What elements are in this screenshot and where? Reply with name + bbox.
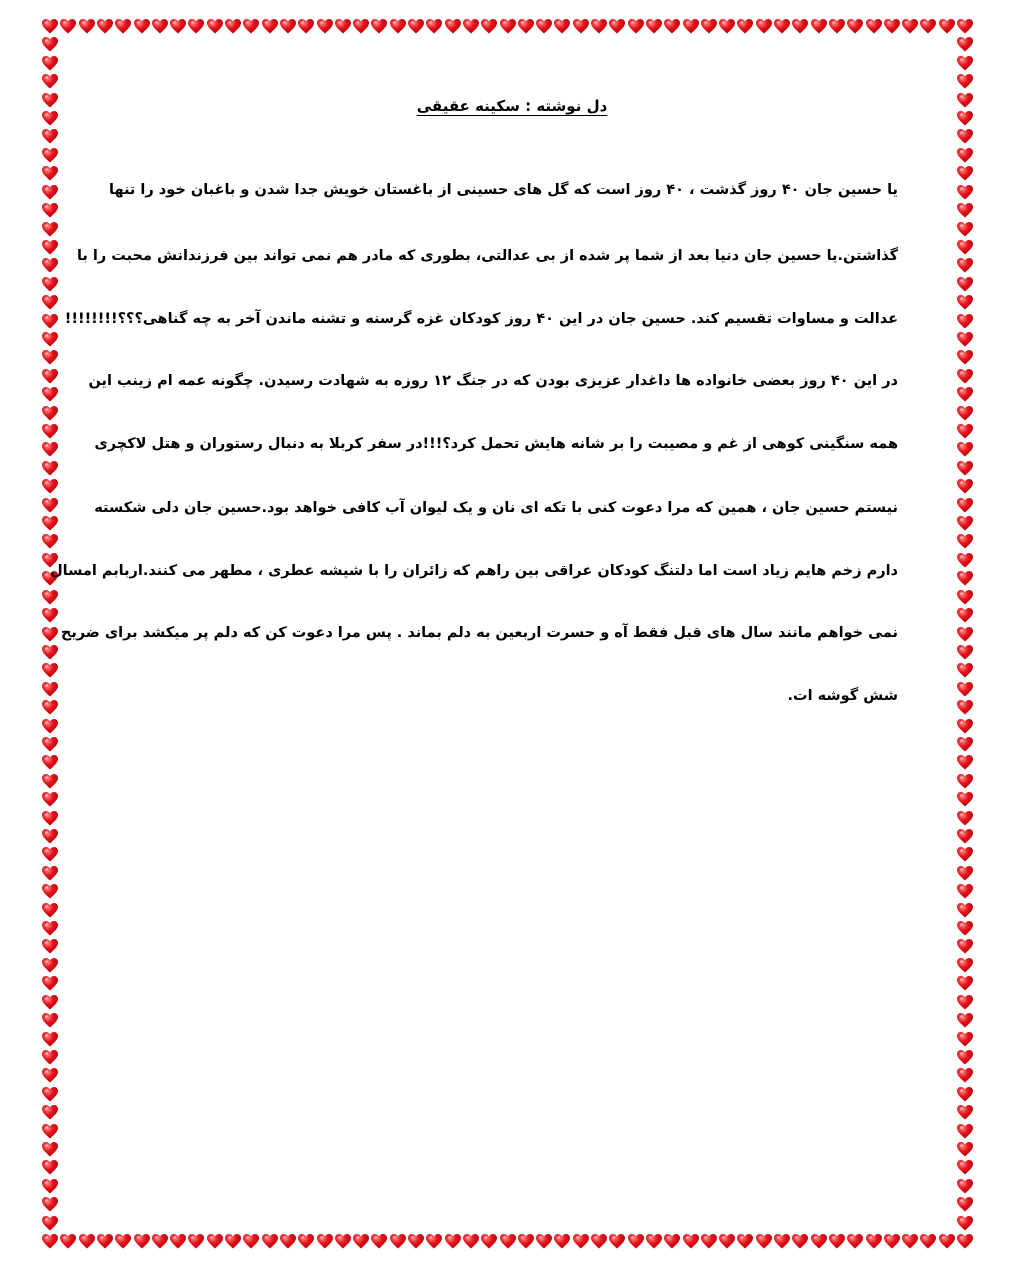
heart-icon — [225, 1234, 241, 1249]
heart-icon — [42, 424, 58, 439]
heart-icon — [957, 792, 973, 807]
heart-icon — [79, 19, 95, 34]
heart-icon — [756, 19, 772, 34]
heart-icon — [957, 1068, 973, 1083]
heart-icon — [408, 19, 424, 34]
heart-icon — [42, 479, 58, 494]
heart-icon — [536, 19, 552, 34]
heart-icon — [701, 1234, 717, 1249]
heart-icon — [957, 553, 973, 568]
heart-icon — [774, 19, 790, 34]
heart-icon — [957, 1124, 973, 1139]
heart-icon — [97, 19, 113, 34]
heart-icon — [42, 461, 58, 476]
heart-icon — [957, 1197, 973, 1212]
heart-icon — [847, 19, 863, 34]
heart-icon — [591, 19, 607, 34]
heart-icon — [957, 829, 973, 844]
heart-icon — [390, 19, 406, 34]
heart-icon — [957, 847, 973, 862]
heart-icon — [42, 958, 58, 973]
heart-icon — [42, 774, 58, 789]
heart-icon — [42, 792, 58, 807]
text-line-1: یا حسین جان ۴۰ روز گذشت ، ۴۰ روز است که گل های حسینی از باغستان خویش جدا شدن و باغبان خود را تنها — [109, 182, 898, 198]
heart-icon — [957, 479, 973, 494]
heart-icon — [957, 203, 973, 218]
heart-icon — [957, 939, 973, 954]
text-line-5: همه سنگینی کوهی از غم و مصیبت را بر شانه هایش تحمل کرد؟!!!در سفر کربلا به دنبال رستوران و هتل لاکچری — [94, 436, 898, 452]
heart-icon — [42, 608, 58, 623]
heart-icon — [280, 1234, 296, 1249]
heart-icon — [554, 1234, 570, 1249]
heart-icon — [42, 995, 58, 1010]
heart-icon — [445, 1234, 461, 1249]
text-line-6: نیستم حسین جان ، همین که مرا دعوت کنی با تکه ای نان و یک لیوان آب کافی خواهد بود.حسین جان دلی شکسته — [94, 500, 898, 516]
heart-icon — [957, 958, 973, 973]
heart-icon — [573, 19, 589, 34]
heart-icon — [957, 719, 973, 734]
heart-icon — [426, 19, 442, 34]
heart-icon — [609, 19, 625, 34]
heart-icon — [957, 700, 973, 715]
heart-icon — [42, 939, 58, 954]
heart-icon — [42, 498, 58, 513]
heart-icon — [371, 1234, 387, 1249]
heart-icon — [628, 19, 644, 34]
heart-icon — [42, 166, 58, 181]
heart-icon — [42, 350, 58, 365]
heart-icon — [573, 1234, 589, 1249]
heart-icon — [554, 19, 570, 34]
heart-icon — [957, 19, 973, 34]
heart-icon — [500, 19, 516, 34]
heart-icon — [957, 645, 973, 660]
text-line-9: شش گوشه ات. — [787, 688, 898, 704]
heart-icon — [42, 185, 58, 200]
heart-icon — [371, 19, 387, 34]
heart-icon — [957, 534, 973, 549]
heart-icon — [957, 1142, 973, 1157]
heart-icon — [42, 1050, 58, 1065]
heart-icon — [426, 1234, 442, 1249]
heart-icon — [481, 1234, 497, 1249]
heart-icon — [42, 1124, 58, 1139]
heart-icon — [866, 1234, 882, 1249]
heart-icon — [42, 700, 58, 715]
heart-icon — [42, 976, 58, 991]
heart-icon — [42, 442, 58, 457]
heart-icon — [42, 737, 58, 752]
heart-icon — [811, 19, 827, 34]
heart-icon — [170, 1234, 186, 1249]
text-line-2: گذاشتن.یا حسین جان دنیا بعد از شما پر شده از بی عدالتی، بطوری که مادر هم نمی تواند بین فرزندانش محبت را با — [76, 248, 898, 264]
heart-icon — [957, 903, 973, 918]
heart-icon — [756, 1234, 772, 1249]
heart-icon — [957, 884, 973, 899]
heart-icon — [42, 534, 58, 549]
heart-icon — [957, 56, 973, 71]
heart-icon — [42, 56, 58, 71]
heart-icon — [957, 1032, 973, 1047]
heart-icon — [646, 1234, 662, 1249]
document-title: دل نوشته : سکینه عقیقی — [416, 97, 608, 115]
heart-icon — [317, 1234, 333, 1249]
heart-icon — [408, 1234, 424, 1249]
heart-icon — [518, 1234, 534, 1249]
heart-icon — [609, 1234, 625, 1249]
heart-icon — [42, 663, 58, 678]
heart-icon — [42, 148, 58, 163]
heart-icon — [42, 332, 58, 347]
heart-icon — [42, 19, 58, 34]
heart-icon — [42, 203, 58, 218]
document-title-row — [0, 96, 1014, 136]
heart-icon — [42, 258, 58, 273]
heart-icon — [737, 19, 753, 34]
heart-icon — [957, 461, 973, 476]
heart-icon — [463, 19, 479, 34]
heart-icon — [353, 19, 369, 34]
text-line-8: نمی خواهم مانند سال های قبل فقط آه و حسرت اربعین به دلم بماند . پس مرا دعوت کن که دلم پر میکشد برای ضریح — [60, 625, 898, 641]
heart-icon — [884, 1234, 900, 1249]
heart-icon — [957, 737, 973, 752]
heart-icon — [42, 811, 58, 826]
heart-icon — [42, 387, 58, 402]
heart-icon — [957, 811, 973, 826]
heart-icon — [170, 19, 186, 34]
heart-icon — [957, 1160, 973, 1175]
heart-icon — [280, 19, 296, 34]
heart-icon — [683, 1234, 699, 1249]
heart-icon — [188, 19, 204, 34]
heart-icon — [42, 645, 58, 660]
heart-icon — [42, 1179, 58, 1194]
heart-icon — [957, 314, 973, 329]
heart-icon — [957, 866, 973, 881]
heart-icon — [957, 774, 973, 789]
heart-icon — [683, 19, 699, 34]
heart-icon — [957, 1216, 973, 1231]
heart-icon — [957, 995, 973, 1010]
heart-icon — [920, 19, 936, 34]
heart-icon — [60, 1234, 76, 1249]
heart-icon — [42, 829, 58, 844]
heart-icon — [207, 19, 223, 34]
heart-icon — [957, 663, 973, 678]
heart-icon — [42, 277, 58, 292]
heart-icon — [957, 424, 973, 439]
heart-icon — [536, 1234, 552, 1249]
heart-icon — [957, 442, 973, 457]
heart-icon — [957, 627, 973, 642]
heart-icon — [957, 755, 973, 770]
heart-icon — [957, 166, 973, 181]
heart-icon — [719, 19, 735, 34]
heart-icon — [957, 1013, 973, 1028]
heart-icon — [152, 1234, 168, 1249]
text-line-4: در این ۴۰ روز بعضی خانواده ها داغدار عزیزی بودن که در جنگ ۱۲ روزه به شهادت رسیدن. چگونه عمه ام زینب این — [88, 373, 898, 389]
heart-icon — [225, 19, 241, 34]
heart-icon — [42, 682, 58, 697]
heart-icon — [298, 1234, 314, 1249]
heart-icon — [866, 19, 882, 34]
heart-icon — [42, 314, 58, 329]
heart-icon — [60, 19, 76, 34]
heart-icon — [353, 1234, 369, 1249]
heart-icon — [42, 719, 58, 734]
heart-icon — [902, 1234, 918, 1249]
heart-icon — [42, 369, 58, 384]
heart-icon — [42, 847, 58, 862]
heart-icon — [42, 37, 58, 52]
heart-icon — [939, 19, 955, 34]
heart-icon — [957, 240, 973, 255]
heart-icon — [957, 350, 973, 365]
heart-icon — [317, 19, 333, 34]
heart-icon — [500, 1234, 516, 1249]
heart-icon — [939, 1234, 955, 1249]
heart-icon — [829, 1234, 845, 1249]
heart-icon — [957, 387, 973, 402]
heart-icon — [335, 1234, 351, 1249]
heart-icon — [42, 627, 58, 642]
heart-icon — [957, 222, 973, 237]
heart-icon — [811, 1234, 827, 1249]
text-line-7: دارم زخم هایم زیاد است اما دلتنگ کودکان عراقی بین راهم که زائران را با شیشه عطری ، مطهر می کنند.اربابم امسال — [50, 563, 898, 579]
heart-icon — [902, 19, 918, 34]
heart-icon — [664, 1234, 680, 1249]
heart-icon — [42, 1197, 58, 1212]
heart-icon — [243, 1234, 259, 1249]
heart-icon — [957, 516, 973, 531]
heart-icon — [42, 1234, 58, 1249]
heart-icon — [628, 1234, 644, 1249]
heart-icon — [42, 1105, 58, 1120]
heart-icon — [884, 19, 900, 34]
heart-icon — [188, 1234, 204, 1249]
heart-icon — [957, 406, 973, 421]
heart-icon — [957, 1105, 973, 1120]
heart-icon — [42, 1142, 58, 1157]
text-line-3: عدالت و مساوات تقسیم کند. حسین جان در این ۴۰ روز کودکان غزه گرسنه و تشنه ماندن آخر به چه گناهی؟؟؟!!!!!!!! — [64, 311, 898, 327]
heart-icon — [920, 1234, 936, 1249]
heart-icon — [664, 19, 680, 34]
heart-icon — [829, 19, 845, 34]
heart-icon — [390, 1234, 406, 1249]
heart-icon — [957, 1179, 973, 1194]
heart-icon — [957, 258, 973, 273]
heart-icon — [42, 222, 58, 237]
heart-icon — [719, 1234, 735, 1249]
heart-icon — [792, 1234, 808, 1249]
heart-icon — [957, 295, 973, 310]
heart-icon — [79, 1234, 95, 1249]
heart-icon — [152, 19, 168, 34]
heart-icon — [518, 19, 534, 34]
heart-icon — [115, 19, 131, 34]
heart-icon — [591, 1234, 607, 1249]
heart-icon — [42, 1087, 58, 1102]
heart-icon — [847, 1234, 863, 1249]
heart-icon — [42, 903, 58, 918]
heart-icon — [792, 19, 808, 34]
heart-icon — [42, 1032, 58, 1047]
heart-icon — [42, 590, 58, 605]
heart-icon — [957, 1050, 973, 1065]
heart-icon — [957, 369, 973, 384]
heart-icon — [957, 148, 973, 163]
heart-icon — [42, 240, 58, 255]
heart-icon — [42, 1160, 58, 1175]
heart-icon — [957, 921, 973, 936]
heart-icon — [115, 1234, 131, 1249]
heart-icon — [42, 74, 58, 89]
heart-icon — [957, 608, 973, 623]
heart-icon — [262, 19, 278, 34]
heart-icon — [957, 1234, 973, 1249]
heart-icon — [701, 19, 717, 34]
heart-icon — [42, 921, 58, 936]
heart-icon — [134, 1234, 150, 1249]
heart-icon — [957, 1087, 973, 1102]
heart-icon — [481, 19, 497, 34]
heart-icon — [207, 1234, 223, 1249]
heart-icon — [957, 590, 973, 605]
heart-icon — [42, 866, 58, 881]
heart-icon — [42, 516, 58, 531]
heart-icon — [957, 571, 973, 586]
heart-icon — [97, 1234, 113, 1249]
heart-icon — [957, 976, 973, 991]
heart-icon — [262, 1234, 278, 1249]
heart-icon — [957, 682, 973, 697]
heart-icon — [957, 74, 973, 89]
heart-icon — [957, 185, 973, 200]
heart-icon — [774, 1234, 790, 1249]
heart-icon — [463, 1234, 479, 1249]
heart-icon — [243, 19, 259, 34]
heart-icon — [957, 332, 973, 347]
heart-icon — [42, 295, 58, 310]
heart-icon — [42, 755, 58, 770]
heart-icon — [42, 1013, 58, 1028]
heart-icon — [957, 37, 973, 52]
heart-icon — [957, 277, 973, 292]
heart-icon — [42, 1068, 58, 1083]
heart-icon — [298, 19, 314, 34]
heart-icon — [335, 19, 351, 34]
heart-icon — [957, 498, 973, 513]
heart-icon — [737, 1234, 753, 1249]
heart-icon — [646, 19, 662, 34]
heart-icon — [134, 19, 150, 34]
heart-icon — [445, 19, 461, 34]
heart-icon — [42, 1216, 58, 1231]
heart-icon — [42, 884, 58, 899]
heart-icon — [42, 406, 58, 421]
